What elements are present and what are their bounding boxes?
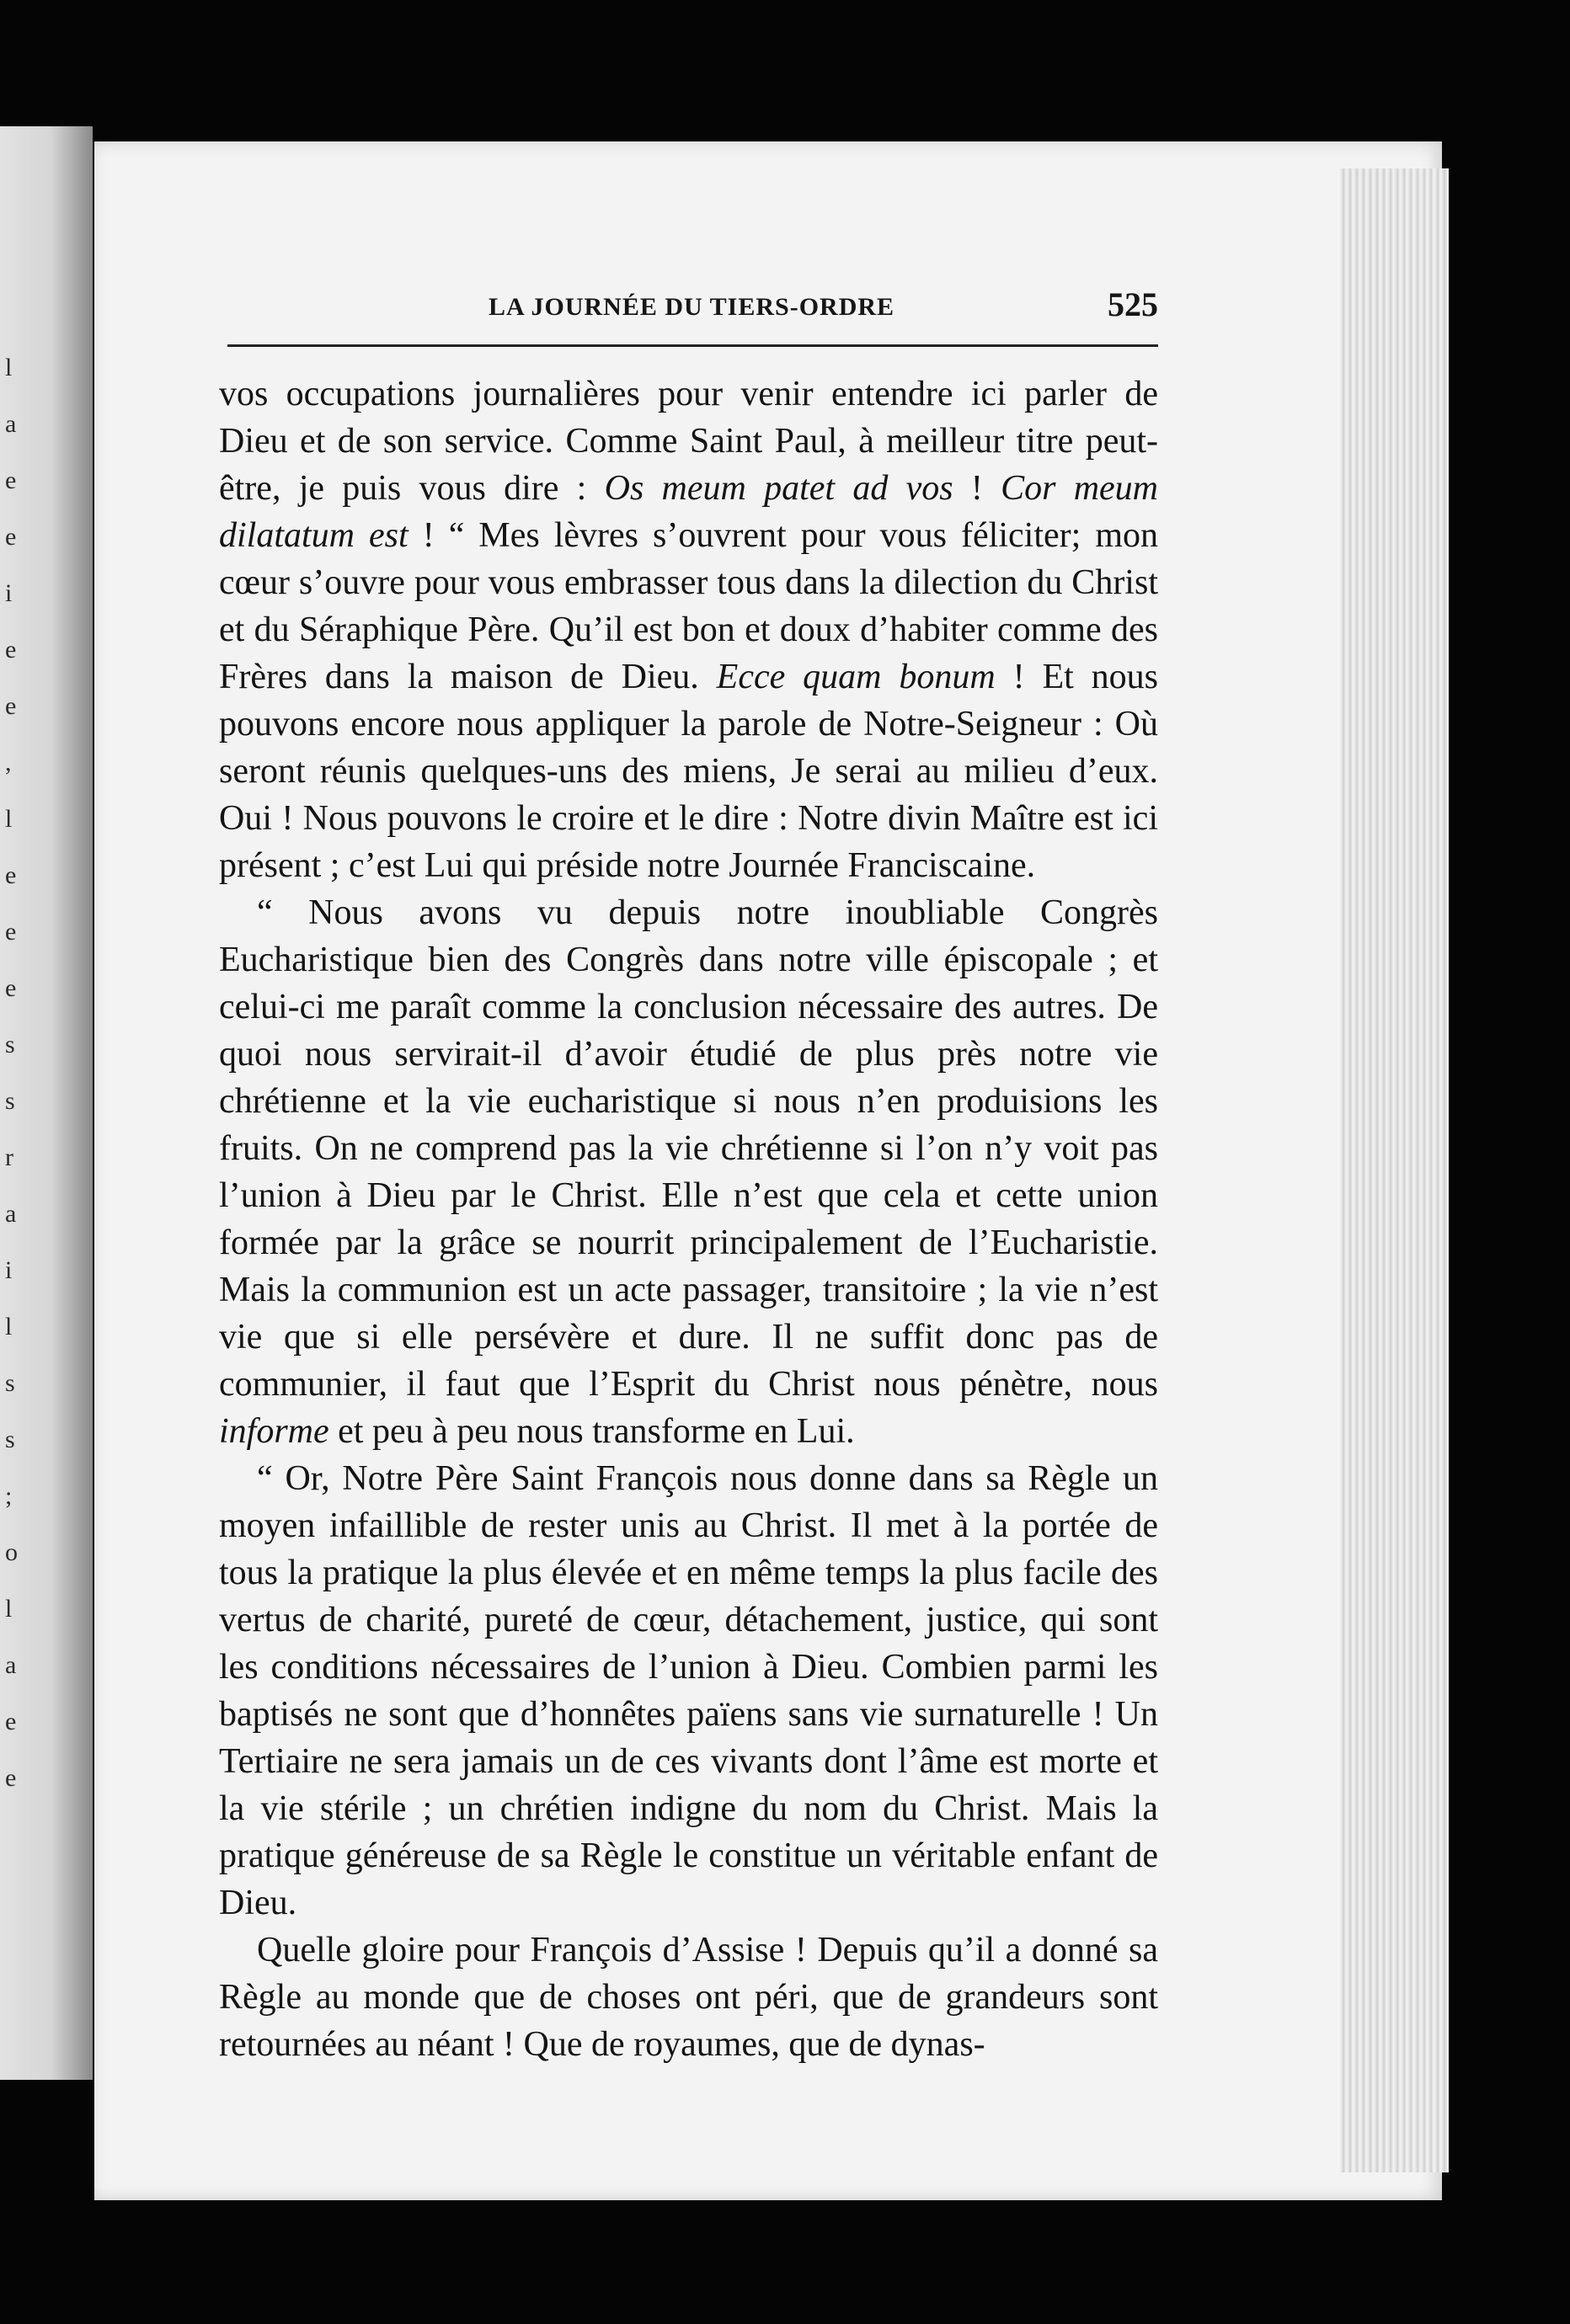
left-page-fragment: i xyxy=(5,1256,13,1284)
left-page-fragment: r xyxy=(5,1143,13,1171)
latin-quote: Cor meum dilatatum est xyxy=(219,469,1158,555)
left-page-fragment: s xyxy=(5,1031,15,1058)
left-page-fragment: e xyxy=(5,861,17,889)
header-rule xyxy=(227,344,1158,347)
left-page-fragment: a xyxy=(5,410,17,438)
left-page-fragment: l xyxy=(5,1313,13,1341)
left-page-fragment: e xyxy=(5,918,17,946)
left-page-fragment: e xyxy=(5,1708,17,1735)
left-page-fragment: e xyxy=(5,692,17,720)
left-page-fragment: l xyxy=(5,805,13,833)
left-page-fragment: l xyxy=(5,1595,13,1623)
left-page-fragment: o xyxy=(5,1538,18,1566)
left-page-fragment: l xyxy=(5,354,13,381)
left-page-fragment: s xyxy=(5,1426,15,1453)
page-edges xyxy=(1339,168,1449,2172)
paragraph-4: Quelle gloire pour François d’Assise ! Depuis qu’il a donné sa Règle au monde que de choses ont péri, que de grandeurs sont retournées au néant ! Que de royaumes, que de dynas- xyxy=(219,1931,1158,2064)
left-page-fragment: a xyxy=(5,1200,17,1228)
left-page-fragment: e xyxy=(5,466,17,494)
latin-quote: Os meum patet ad vos xyxy=(604,469,953,508)
left-page-fragment: e xyxy=(5,1764,17,1792)
body-text xyxy=(219,370,1158,2068)
left-page-fragment: i xyxy=(5,579,13,607)
page-header xyxy=(227,278,1158,354)
emphasized-word: informe xyxy=(219,1412,329,1451)
paragraph-2: “ Nous avons vu depuis notre inoubliable Congrès Eucharistique bien des Congrès dans notre ville épiscopale ; et celui-ci me paraît comme la conclusion nécessaire des autres. De quoi nous servirait-il d’avoir étudié de plus près notre vie chrétienne et la vie eucharistique si nous n’en produisions les fruits. On ne comprend pas la vie chrétienne si l’on n’y voit pas l’union à Dieu par le Christ. Elle n’est que cela et cette union formée par la grâce se nourrit principalement de l’Eucharistie. Mais la communion est un acte passager, transitoire ; la vie n’est vie que si elle persévère et dure. Il ne suffit donc pas de communier, il faut que l’Esprit du Christ nous pénètre, nous informe et peu à peu nous transforme en Lui. xyxy=(219,893,1158,1451)
latin-quote: Ecce quam bonum xyxy=(716,658,996,696)
running-title: LA JOURNÉE DU TIERS-ORDRE xyxy=(489,293,895,321)
left-page-fragment: , xyxy=(5,749,12,776)
page-number: 525 xyxy=(1108,285,1158,323)
left-page-fragment: e xyxy=(5,523,17,551)
left-page-fragment: a xyxy=(5,1651,17,1679)
left-page-fragment: s xyxy=(5,1369,15,1397)
left-page-fragment: s xyxy=(5,1087,15,1115)
paragraph-1: vos occupations journalières pour venir entendre ici parler de Dieu et de son service. Comme Saint Paul, à meilleur titre peut-être, je puis vous dire : Os meum patet ad vos ! Cor meum dilatatum est ! “ Mes lèvres s’ouvrent pour vous féliciter; mon cœur s’ouvre pour vous embrasser tous dans la dilection du Christ et du Séraphique Père. Qu’il est bon et doux d’habiter comme des Frères dans la maison de Dieu. Ecce quam bonum ! Et nous pouvons encore nous appliquer la parole de Notre-Seigneur : Où seront réunis quelques-uns des miens, Je serai au milieu d’eux. Oui ! Nous pouvons le croire et le dire : Notre divin Maître est ici présent ; c’est Lui qui préside notre Journée Franciscaine. xyxy=(219,375,1158,885)
left-page-fragment: e xyxy=(5,974,17,1002)
left-page-fragment: ; xyxy=(5,1482,13,1510)
paragraph-3: “ Or, Notre Père Saint François nous donne dans sa Règle un moyen infaillible de rester unis au Christ. Il met à la portée de tous la pratique la plus élevée et en même temps la plus facile des vertus de charité, pureté de cœur, détachement, justice, qui sont les conditions nécessaires de l’union à Dieu. Combien parmi les baptisés ne sont que d’honnêtes païens sans vie surnaturelle ! Un Tertiaire ne sera jamais un de ces vivants dont l’âme est morte et la vie stérile ; un chrétien indigne du nom du Christ. Mais la pratique généreuse de sa Règle le constitue un véritable enfant de Dieu. xyxy=(219,1459,1158,1922)
left-page-fragment: e xyxy=(5,636,17,664)
